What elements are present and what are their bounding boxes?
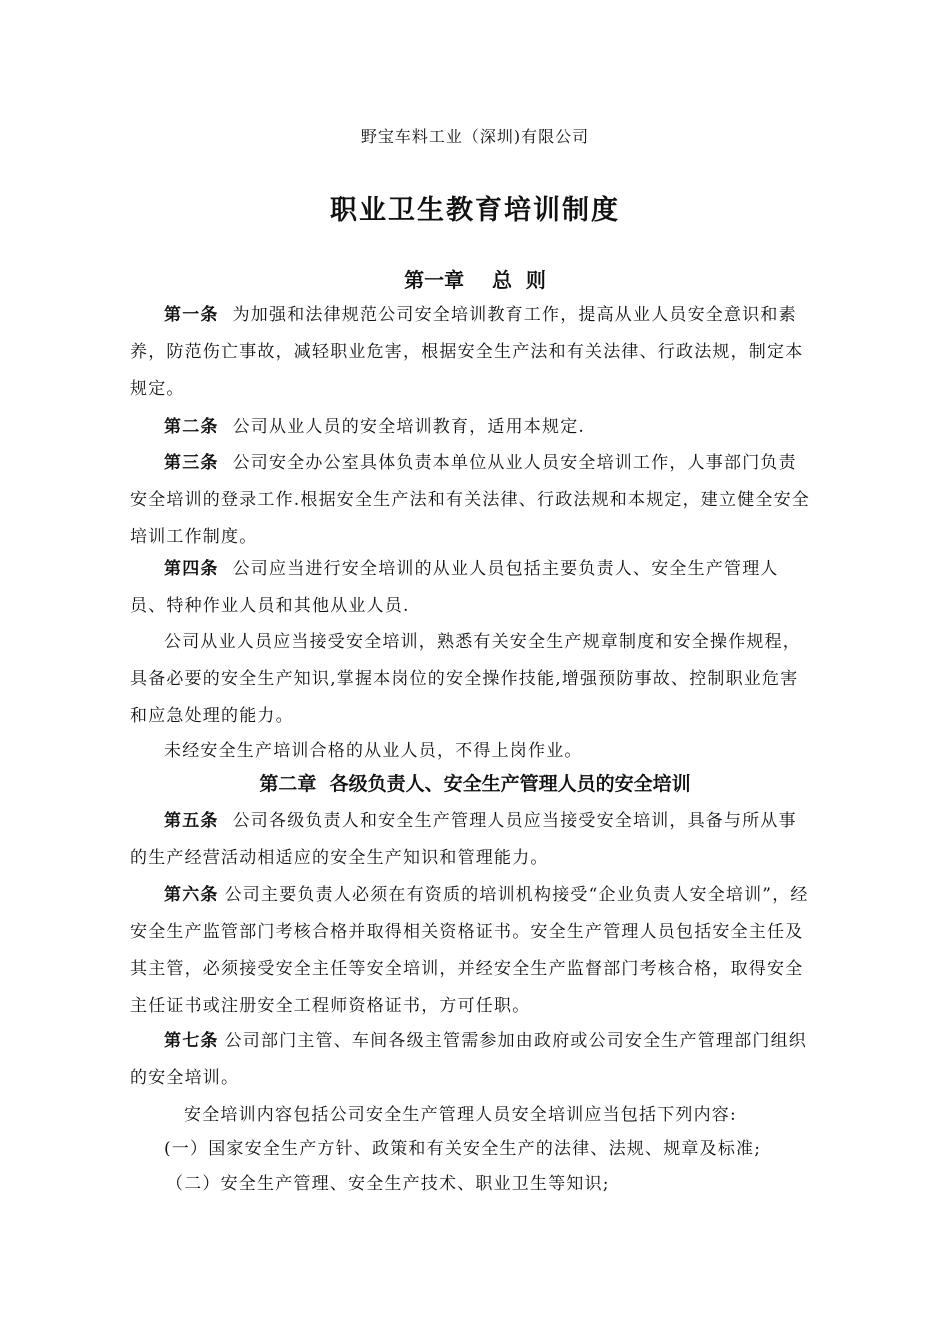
article-2 <box>130 409 810 446</box>
article-text: 公司各级负责人和安全生产管理人员应当接受安全培训，具备与所从事的生产经营活动相适应的安全生产知识和管理能力。 <box>130 811 797 868</box>
article-label: 第四条 <box>164 559 219 579</box>
article-6 <box>130 877 810 1025</box>
article-text: 公司从业人员的安全培训教育，适用本规定. <box>232 417 586 437</box>
article-label: 第二条 <box>164 417 219 437</box>
company-name: 野宝车料工业（深圳)有限公司 <box>360 127 590 146</box>
article-5 <box>130 803 810 877</box>
article-4 <box>130 551 810 625</box>
chapter-2-heading: 第二章 各级负责人、安全生产管理人员的安全培训 <box>259 773 691 795</box>
chapter-1-heading: 第一章 总 则 <box>404 268 546 292</box>
article-7 <box>130 1023 810 1097</box>
article-1 <box>130 297 810 408</box>
list-item-1: (一）国家安全生产方针、政策和有关安全生产的法律、法规、规章及标准; <box>164 1139 762 1159</box>
article-label: 第三条 <box>164 453 219 473</box>
paragraph-training-content: 安全培训内容包括公司安全生产管理人员安全培训应当包括下列内容: <box>184 1105 737 1125</box>
article-label: 第六条 <box>164 885 219 905</box>
article-text: 为加强和法律规范公司安全培训教育工作，提高从业人员安全意识和素养，防范伤亡事故，减轻职业危害，根据安全生产法和有关法律、行政法规，制定本规定。 <box>130 305 804 399</box>
list-item-2: （二）安全生产管理、安全生产技术、职业卫生等知识; <box>166 1174 610 1194</box>
paragraph-unqualified: 未经安全生产培训合格的从业人员，不得上岗作业。 <box>164 741 583 761</box>
document-title: 职业卫生教育培训制度 <box>330 195 620 226</box>
article-3 <box>130 445 810 556</box>
article-label: 第五条 <box>164 811 219 831</box>
article-label: 第七条 <box>164 1031 219 1051</box>
article-text: 公司应当进行安全培训的从业人员包括主要负责人、安全生产管理人员、特种作业人员和其他从业人员. <box>130 559 779 616</box>
article-label: 第一条 <box>164 305 219 325</box>
paragraph-training-requirements: 公司从业人员应当接受安全培训，熟悉有关安全生产规章制度和安全操作规程，具备必要的安全生产知识,掌握本岗位的安全操作技能,增强预防事故、控制职业危害和应急处理的能力。 <box>130 632 801 726</box>
article-text: 公司主要负责人必须在有资质的培训机构接受“企业负责人安全培训”，经安全生产监管部门考核合格并取得相关资格证书。安全生产管理人员包括安全主任及其主管，必须接受安全主任等安全培训，并经安全生产监督部门考核合格，取得安全主任证书或注册安全工程师资格证书，方可任职。 <box>130 885 809 1016</box>
article-text: 公司安全办公室具体负责本单位从业人员安全培训工作，人事部门负责安全培训的登录工作.根据安全生产法和有关法律、行政法规和本规定，建立健全安全培训工作制度。 <box>130 453 811 547</box>
article-text: 公司部门主管、车间各级主管需参加由政府或公司安全生产管理部门组织的安全培训。 <box>130 1031 808 1088</box>
